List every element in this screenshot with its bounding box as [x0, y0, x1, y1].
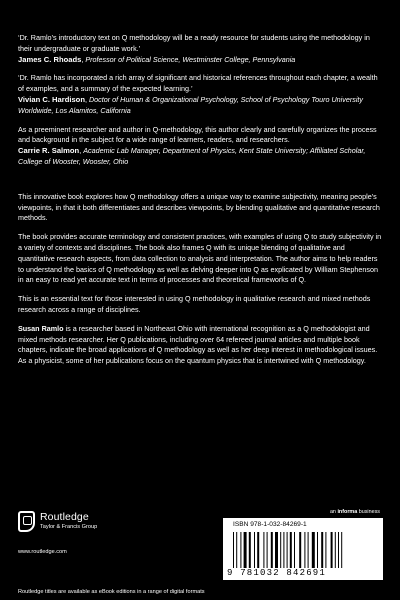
endorsement: [18, 73, 382, 116]
endorsement-quote: As a preeminent researcher and author in Q-methodology, this author clearly and carefully organizes the process and background in the subject for a wide range of learners, readers, and researchers.: [18, 124, 377, 145]
endorser-name: James C. Rhoads: [18, 54, 82, 64]
section-spacer: [18, 176, 382, 192]
informa-business-label: [330, 509, 380, 515]
endorsement-quote: ‘Dr. Ramlo has incorporated a rich array of significant and historical references throughout each chapter, a wealth of examples, and a summary of the expected learning.’: [18, 73, 378, 94]
endorser-role: Doctor of Human & Organizational Psychology, School of Psychology Touro University Worldwide, Los Alamitos, California: [18, 94, 364, 115]
endorsement-attribution: Vivian C. Hardison, Doctor of Human & Organizational Psychology, School of Psychology Touro University Worldwide, Los Alamitos, California: [18, 94, 364, 115]
author-name: Susan Ramlo: [18, 323, 64, 333]
isbn-barcode: [223, 518, 383, 580]
endorser-name: Carrie R. Salmon: [18, 146, 80, 156]
routledge-logo-icon: [18, 511, 35, 532]
informa-prefix: an: [329, 509, 338, 515]
endorser-role: Academic Lab Manager, Department of Physics, Kent State University; Affiliated Scholar, College of Wooster, Wooster, Ohio: [18, 146, 366, 166]
endorser-role: Professor of Political Science, Westminster College, Pennsylvania: [85, 54, 296, 64]
routledge-logo: [18, 509, 118, 543]
endorsement-attribution: James C. Rhoads, Professor of Political Science, Westminster College, Pennsylvania: [18, 54, 296, 64]
description-paragraph: The book provides accurate terminology and consistent practices, with examples of using Q to study subjectivity in a variety of contexts and disciplines. The book also frames Q with its unique blending of qualitative and quantitative research aspects, from data collection to analysis and interpretation. The author aims to help readers to understand the basics of Q methodology as well as delving deeper into Q as explicated by William Stephenson in an easy to read yet accurate text in terms of processes and theoretical frameworks of Q.: [18, 232, 382, 285]
informa-brand: informa: [337, 509, 358, 515]
author-bio: [18, 324, 382, 367]
informa-suffix: business: [357, 509, 380, 515]
endorsement: [18, 125, 382, 168]
endorsement-attribution: Carrie R. Salmon, Academic Lab Manager, Department of Physics, Kent State University; Affiliated Scholar, College of Wooster, Wooster, Ohio: [18, 146, 366, 166]
publisher-url: www.routledge.com: [18, 549, 67, 555]
ebook-availability-note: Routledge titles are available as eBook editions in a range of digital formats: [18, 589, 205, 595]
endorsement: [18, 33, 382, 65]
barcode-digits: 9 781032 842691: [227, 568, 327, 578]
cover-content: [18, 33, 382, 367]
description-paragraph: This innovative book explores how Q methodology offers a unique way to examine subjectivity, meaning people’s viewpoints, in that it both differentiates and describes viewpoints, by blending qualitative and quantitative research methods.: [18, 191, 380, 223]
cover-footer: [0, 496, 400, 600]
barcode-icon: [231, 532, 375, 570]
endorser-name: Vivian C. Hardison: [18, 94, 85, 104]
publisher-name: Routledge: [40, 511, 89, 523]
author-bio-text: is a researcher based in Northeast Ohio with international recognition as a Q methodologist and mixed methods researcher. Her Q publications, including over 64 refereed journal articles and multiple book chapters, indicate the broad applications of Q methodology as well as her deep interest in methodological issues. As a physicist, some of her publications focus on the quantum physics that is intertwined with Q methodology.: [18, 323, 378, 366]
endorsement-quote: ‘Dr. Ramlo’s introductory text on Q methodology will be a ready resource for students using the methodology in their undergraduate or graduate work.’: [18, 33, 370, 53]
description-paragraph: This is an essential text for those interested in using Q methodology in qualitative research and mixed methods research across a range of disciplines.: [18, 294, 371, 314]
publisher-subtitle: Taylor & Francis Group: [40, 524, 98, 530]
isbn-number: ISBN 978-1-032-84269-1: [233, 521, 307, 528]
